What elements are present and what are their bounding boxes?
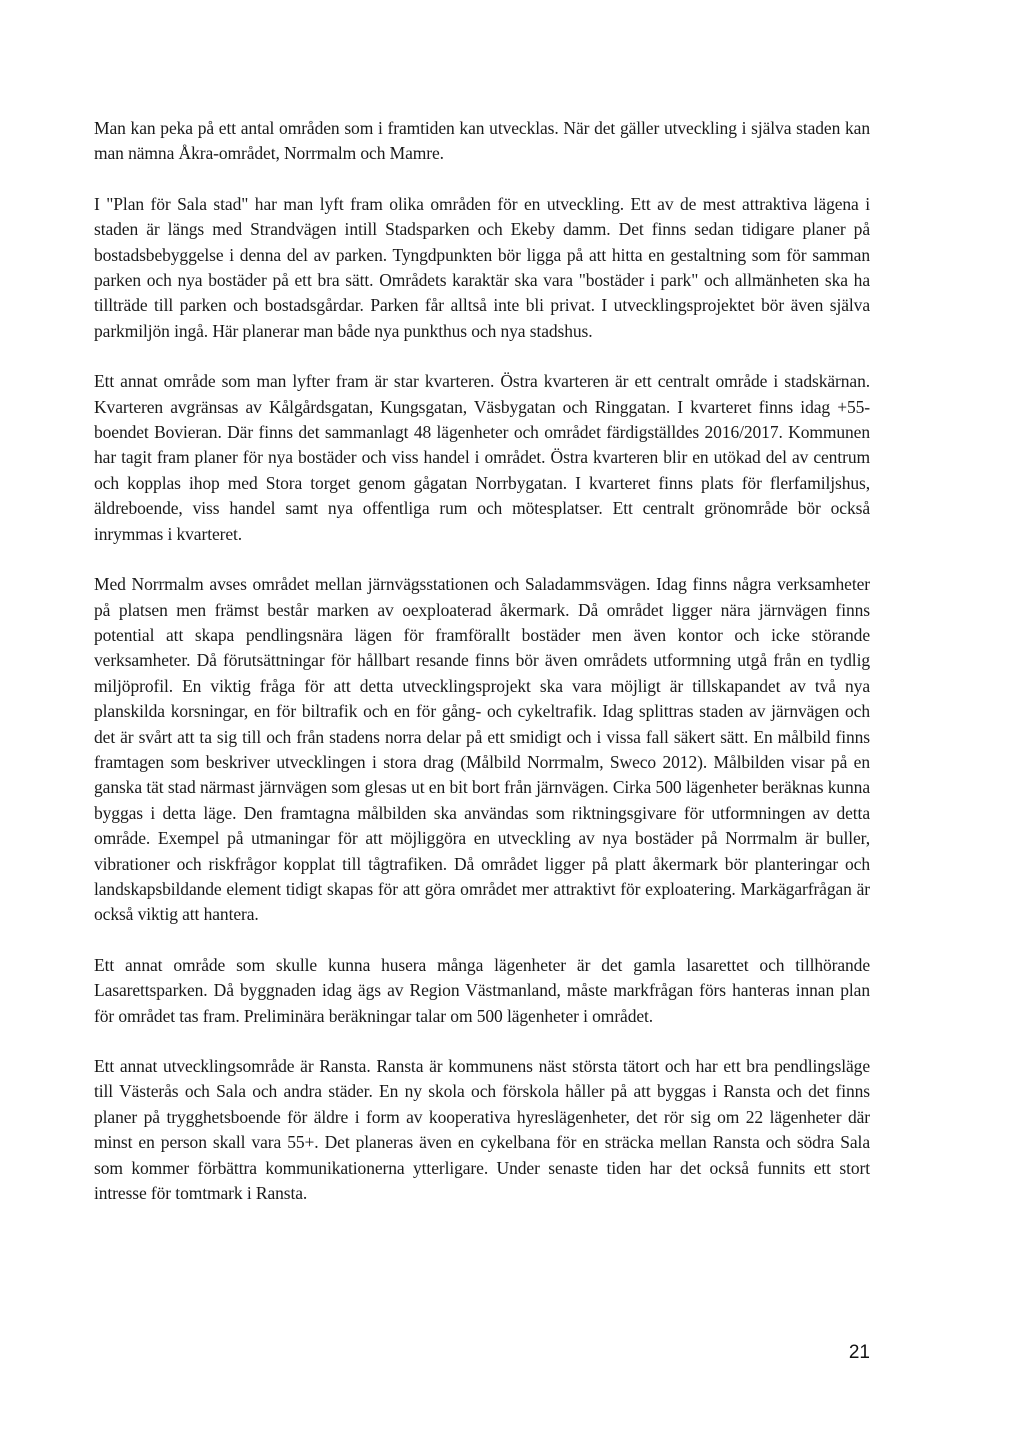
paragraph-plan-for-sala-stad: I "Plan för Sala stad" har man lyft fram olika områden för en utveckling. Ett av de mest attraktiva lägena i staden är längs med Strandvägen intill Stadsparken och Ekeby damm. Det finns sedan tidigare planer på bostadsbebyggelse i denna del av parken. Tyngdpunkten bör ligga på att hitta en gestaltning som för samman parken och nya bostäder på ett bra sätt. Områdets karaktär ska vara "bostäder i park" och allmänheten ska ha tillträde till parken och bostadsgårdar. Parken får alltså inte bli privat. I utvecklingsprojektet bör även själva parkmiljön ingå. Här planerar man både nya punkthus och nya stadshus. (94, 193, 870, 341)
paragraph-ransta: Ett annat utvecklingsområde är Ransta. Ransta är kommunens näst största tätort och har ett bra pendlingsläge till Västerås och Sala och andra städer. En ny skola och förskola håller på att byggas i Ransta och det finns planer på trygghetsboende för äldre i form av kooperativa hyreslägenheter, det rör sig om 22 lägenheter där minst en person skall vara 55+. Det planeras även en cykelbana för en sträcka mellan Ransta och södra Sala som kommer förbättra kommunikationerna ytterligare. Under senaste tiden har det också funnits ett stort intresse för tomtmark i Ransta. (94, 1056, 870, 1204)
body-text (94, 116, 870, 1231)
paragraph-intro: Man kan peka på ett antal områden som i framtiden kan utvecklas. När det gäller utveckling i själva staden kan man nämna Åkra-området, Norrmalm och Mamre. (94, 118, 870, 164)
paragraph-norrmalm: Med Norrmalm avses området mellan järnvägsstationen och Saladammsvägen. Idag finns några verksamheter på platsen men främst består marken av oexploaterad åkermark. Då området ligger nära järnvägen finns potential att skapa pendlingsnära lägen för framförallt bostäder men även kontor och icke störande verksamheter. Då förutsättningar för hållbart resande finns bör även områdets utformning utgå från en tydlig miljöprofil. En viktig fråga för att detta utvecklingsprojekt ska vara möjligt är tillskapandet av två nya planskilda korsningar, en för biltrafik och en för gång- och cykeltrafik. Idag splittras staden av järnvägen och det är svårt att ta sig till och från stadens norra delar på ett smidigt och i vissa fall säkert sätt. En målbild finns framtagen som beskriver utvecklingen i stora drag (Målbild Norrmalm, Sweco 2012). Målbilden visar på en ganska tät stad närmast järnvägen som glesas ut en bit bort från järnvägen. Cirka 500 lägenheter beräknas kunna byggas i detta läge. Den framtagna målbilden ska användas som riktningsgivare för utformningen av detta område. Exempel på utmaningar för att möjliggöra en utveckling av nya bostäder på Norrmalm är buller, vibrationer och riskfrågor kopplat till tågtrafiken. Då området ligger på platt åkermark bör planteringar och landskapsbildande element tidigt skapas för att göra området mer attraktivt för exploatering. Markägarfrågan är också viktig att hantera. (94, 574, 870, 925)
paragraph-ostra-kvarteren: Ett annat område som man lyfter fram är star kvarteren. Östra kvarteren är ett centralt område i stadskärnan. Kvarteren avgränsas av Kålgårdsgatan, Kungsgatan, Väsbygatan och Ringgatan. I kvarteret finns idag +55-boendet Bovieran. Där finns det sammanlagt 48 lägenheter och området färdigställdes 2016/2017. Kommunen har tagit fram planer för nya bostäder och viss handel i området. Östra kvarteren blir en utökad del av centrum och kopplas ihop med Stora torget genom gågatan Norrbygatan. I kvarteret finns plats för flerfamiljshus, äldreboende, viss handel samt nya offentliga rum och mötesplatser. Ett centralt grönområde bör också inrymmas i kvarteret. (94, 371, 870, 544)
page-number: 21 (848, 1342, 870, 1363)
paragraph-lasarettet: Ett annat område som skulle kunna husera många lägenheter är det gamla lasarettet och tillhörande Lasarettsparken. Då byggnaden idag ägs av Region Västmanland, måste markfrågan förs hanteras innan plan för området tas fram. Preliminära beräkningar talar om 500 lägenheter i området. (94, 954, 870, 1026)
